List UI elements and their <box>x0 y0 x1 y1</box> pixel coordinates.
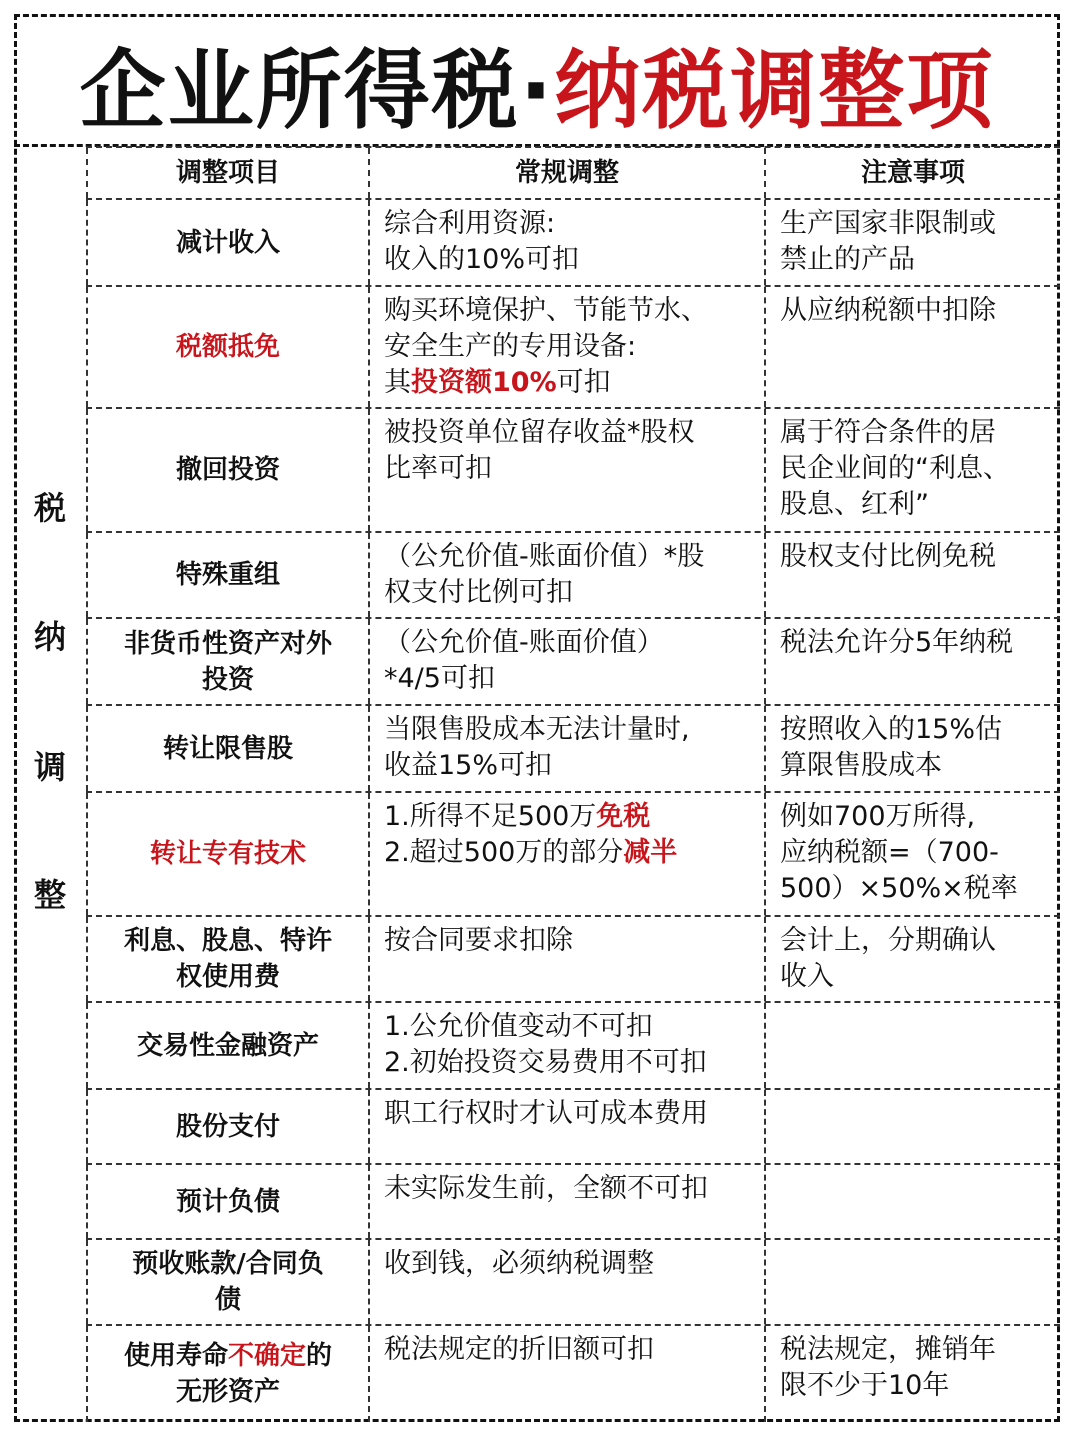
text-line <box>780 1332 1052 1368</box>
table-row <box>86 1088 1060 1163</box>
text-segment: 可扣 <box>556 367 611 398</box>
page-title <box>14 20 1060 145</box>
text-segment: 股份支付 <box>175 1111 280 1142</box>
text-segment: 民企业间的“利息、 <box>780 453 1010 484</box>
text-segment: 按合同要求扣除 <box>384 925 573 956</box>
item-cell <box>86 1090 368 1163</box>
table-row <box>86 198 1060 285</box>
text-segment: 安全生产的专用设备: <box>384 331 637 362</box>
text-line <box>124 923 332 959</box>
text-line <box>384 1246 754 1282</box>
text-line <box>384 365 754 401</box>
highlight-text: 投资额10% <box>411 367 557 398</box>
text-line <box>384 575 754 611</box>
table-row <box>86 285 1060 407</box>
text-line <box>780 923 1052 959</box>
notes-cell <box>764 533 1060 617</box>
text-segment: 权使用费 <box>175 962 280 992</box>
notes-cell <box>764 1240 1060 1324</box>
title-red: 纳税调整项 <box>554 40 995 141</box>
text-segment: 股权支付比例免税 <box>780 541 996 572</box>
text-line <box>780 206 1052 242</box>
text-segment: 交易性金融资产 <box>136 1030 319 1061</box>
table-row <box>86 407 1060 531</box>
text-line <box>384 293 754 329</box>
text-line <box>384 799 754 835</box>
text-segment: 收入的10%可扣 <box>384 244 580 275</box>
text-segment: 按照收入的15%估 <box>780 714 1003 745</box>
text-line <box>176 452 280 488</box>
table-row <box>86 915 1060 1001</box>
table-row <box>86 1001 1060 1088</box>
text-segment: 限不少于10年 <box>780 1370 950 1401</box>
text-segment: 算限售股成本 <box>780 750 942 781</box>
item-cell <box>86 409 368 531</box>
regular-cell <box>368 409 764 531</box>
regular-cell <box>368 917 764 1001</box>
table-row <box>86 617 1060 704</box>
text-segment: 从应纳税额中扣除 <box>780 295 996 326</box>
text-line <box>384 661 754 697</box>
text-line <box>124 1338 332 1374</box>
item-cell <box>86 706 368 791</box>
text-segment: 减计收入 <box>175 227 280 258</box>
notes-cell <box>764 917 1060 1001</box>
regular-cell <box>368 706 764 791</box>
text-segment: 收到钱，必须纳税调整 <box>384 1248 654 1279</box>
item-cell <box>86 1240 368 1324</box>
text-segment: 权支付比例可扣 <box>384 577 573 608</box>
regular-cell <box>368 287 764 407</box>
item-cell <box>86 917 368 1001</box>
text-segment: 投资 <box>201 664 254 695</box>
text-line <box>384 415 754 451</box>
text-segment: *4/5可扣 <box>384 663 495 694</box>
text-line <box>384 625 754 661</box>
text-line <box>780 415 1052 451</box>
regular-cell <box>368 533 764 617</box>
text-segment: 综合利用资源: <box>384 208 556 239</box>
notes-cell <box>764 1165 1060 1238</box>
item-cell <box>86 793 368 915</box>
text-segment: 预收账款/合同负 <box>132 1249 324 1279</box>
table-row <box>86 704 1060 791</box>
highlight-text: 免税 <box>596 801 651 832</box>
text-segment: 1.所得不足500万 <box>384 801 597 832</box>
text-line <box>384 242 754 278</box>
highlight-text: 不确定 <box>227 1341 306 1371</box>
notes-cell <box>764 200 1060 285</box>
text-segment: 收入 <box>780 961 834 992</box>
text-segment: 税法规定的折旧额可扣 <box>384 1334 654 1365</box>
text-segment: 的 <box>306 1341 333 1371</box>
side-char: 税 <box>33 489 66 527</box>
notes-cell <box>764 1090 1060 1163</box>
text-line <box>124 1374 332 1410</box>
text-line <box>384 539 754 575</box>
highlight-text: 减半 <box>623 837 678 868</box>
text-line <box>132 1282 324 1318</box>
notes-cell <box>764 706 1060 791</box>
text-segment: 会计上，分期确认 <box>780 925 996 956</box>
text-line <box>384 835 754 871</box>
text-segment: 债 <box>214 1285 241 1315</box>
text-segment: 2.超过500万的部分 <box>384 837 624 868</box>
regular-cell <box>368 1003 764 1088</box>
item-cell <box>86 533 368 617</box>
text-segment: 使用寿命 <box>123 1341 228 1371</box>
text-segment: 其 <box>384 367 411 398</box>
regular-cell <box>368 793 764 915</box>
text-line <box>384 1171 754 1207</box>
text-line <box>780 835 1052 871</box>
side-char: 调 <box>33 748 66 786</box>
text-line <box>124 662 332 698</box>
regular-cell <box>368 1240 764 1324</box>
text-segment: 比率可扣 <box>384 453 492 484</box>
table-row <box>86 531 1060 617</box>
item-cell <box>86 200 368 285</box>
notes-cell <box>764 619 1060 704</box>
text-segment: 禁止的产品 <box>780 244 915 275</box>
text-line <box>176 225 280 261</box>
text-line <box>780 1368 1052 1404</box>
text-segment: 转让限售股 <box>162 733 293 764</box>
text-segment: 例如700万所得, <box>780 801 976 832</box>
item-cell <box>86 1326 368 1422</box>
item-cell <box>86 287 368 407</box>
text-segment: 500）×50%×税率 <box>780 873 1018 904</box>
notes-cell <box>764 793 1060 915</box>
highlight-text: 税额抵免 <box>175 332 280 362</box>
text-line <box>780 712 1052 748</box>
table-row <box>86 1324 1060 1422</box>
table-row <box>86 1163 1060 1238</box>
text-line <box>780 242 1052 278</box>
text-line <box>780 451 1052 487</box>
text-line <box>780 293 1052 329</box>
regular-cell <box>368 1090 764 1163</box>
text-line <box>176 1184 280 1220</box>
regular-cell <box>368 1165 764 1238</box>
text-line <box>150 836 306 872</box>
header-regular: 常规调整 <box>368 148 764 198</box>
text-line <box>384 451 754 487</box>
text-segment: 特殊重组 <box>175 560 280 590</box>
table-row <box>86 1238 1060 1324</box>
text-line <box>176 1109 280 1145</box>
regular-cell <box>368 619 764 704</box>
text-segment: 预计负债 <box>175 1186 280 1217</box>
notes-cell <box>764 1326 1060 1422</box>
text-line <box>384 1009 754 1045</box>
text-line <box>780 539 1052 575</box>
text-segment: 职工行权时才认可成本费用 <box>384 1098 708 1129</box>
text-line <box>780 871 1052 907</box>
text-segment: 撤回投资 <box>175 455 280 485</box>
item-cell <box>86 1165 368 1238</box>
text-segment: 1.公允价值变动不可扣 <box>384 1011 653 1042</box>
text-segment: 税法允许分5年纳税 <box>780 627 1014 658</box>
notes-cell <box>764 287 1060 407</box>
item-cell <box>86 619 368 704</box>
text-segment: 税法规定，摊销年 <box>780 1334 996 1365</box>
text-line <box>384 923 754 959</box>
header-notes: 注意事项 <box>764 148 1060 198</box>
text-segment: （公允价值-账面价值）*股 <box>384 541 705 572</box>
adjustment-table <box>86 146 1060 1422</box>
text-line <box>384 329 754 365</box>
text-line <box>132 1246 324 1282</box>
text-segment: 股息、红利” <box>780 489 929 520</box>
text-segment: 利息、股息、特许 <box>123 926 332 956</box>
text-segment: （公允价值-账面价值） <box>384 627 664 658</box>
text-line <box>384 1045 754 1081</box>
text-line <box>124 959 332 995</box>
table-row <box>86 791 1060 915</box>
side-char: 整 <box>33 876 66 914</box>
item-cell <box>86 1003 368 1088</box>
text-segment: 2.初始投资交易费用不可扣 <box>384 1047 707 1078</box>
text-segment: 属于符合条件的居 <box>780 417 996 448</box>
title-black: 企业所得税· <box>79 40 555 141</box>
side-label <box>14 147 86 1422</box>
text-line <box>384 1096 754 1132</box>
text-line <box>780 959 1052 995</box>
text-line <box>780 487 1052 523</box>
text-segment: 生产国家非限制或 <box>780 208 996 239</box>
text-line <box>384 712 754 748</box>
text-line <box>137 1028 319 1064</box>
regular-cell <box>368 200 764 285</box>
text-line <box>163 731 293 767</box>
text-segment: 无形资产 <box>175 1377 280 1407</box>
text-line <box>780 748 1052 784</box>
notes-cell <box>764 1003 1060 1088</box>
header-item: 调整项目 <box>86 148 368 198</box>
text-segment: 未实际发生前，全额不可扣 <box>384 1173 708 1204</box>
text-line <box>384 206 754 242</box>
text-line <box>384 1332 754 1368</box>
text-line <box>780 799 1052 835</box>
text-segment: 当限售股成本无法计量时, <box>384 714 690 745</box>
text-segment: 非货币性资产对外 <box>123 628 332 659</box>
side-char: 纳 <box>33 618 66 656</box>
text-segment: 购买环境保护、节能节水、 <box>384 295 708 326</box>
text-segment: 应纳税额=（700- <box>780 837 999 868</box>
text-segment: 被投资单位留存收益*股权 <box>384 417 695 448</box>
text-line <box>384 748 754 784</box>
text-line <box>124 626 332 662</box>
table-header <box>86 146 1060 198</box>
text-line <box>176 329 280 365</box>
text-line <box>780 625 1052 661</box>
text-line <box>176 557 280 593</box>
highlight-text: 转让专有技术 <box>149 839 306 869</box>
notes-cell <box>764 409 1060 531</box>
text-segment: 收益15%可扣 <box>384 750 553 781</box>
regular-cell <box>368 1326 764 1422</box>
